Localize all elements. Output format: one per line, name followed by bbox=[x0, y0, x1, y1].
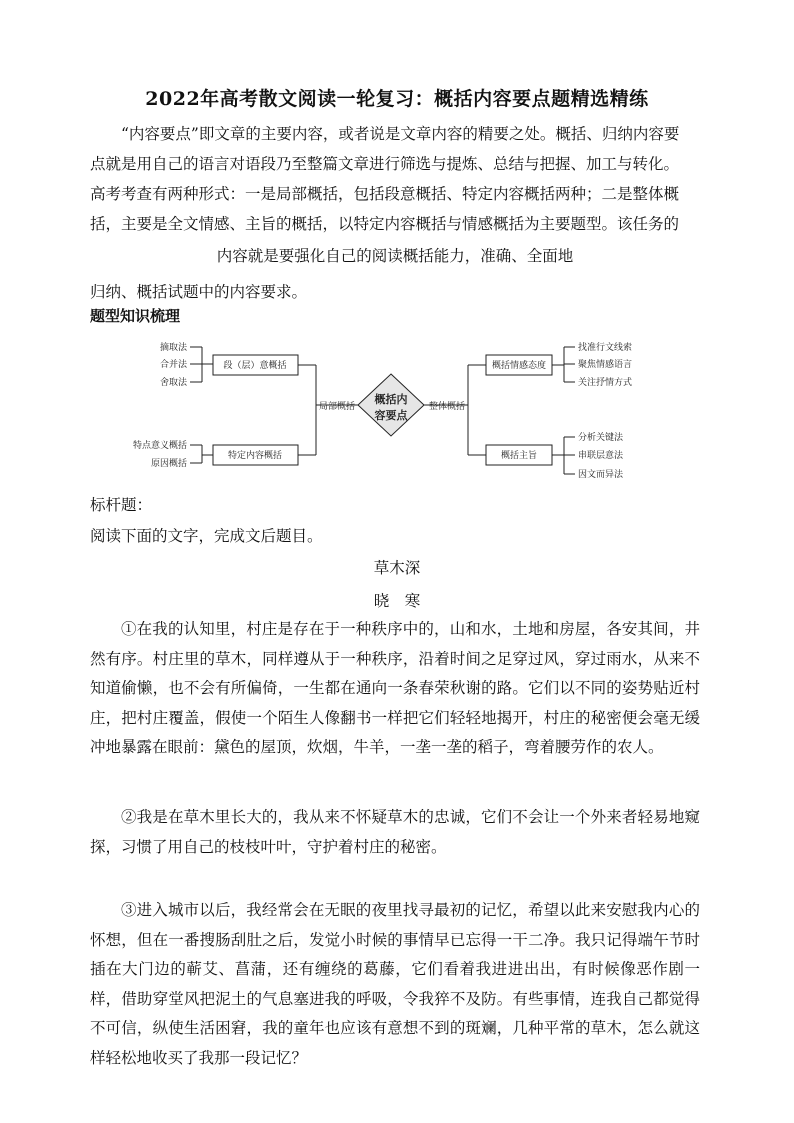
intro-line-3: 高考考查有两种形式：一是局部概括，包括段意概括、特定内容概括两种；二是整体概 bbox=[90, 185, 680, 203]
branch-label-right: 整体概括 bbox=[428, 402, 466, 412]
method-label: 因文而异法 bbox=[578, 470, 624, 480]
intro-line-2: 点就是用自己的语言对语段乃至整篇文章进行筛选与提炼、总结与把握、加工与转化。 bbox=[90, 155, 680, 173]
intro-line-6: 归纳、概括试题中的内容要求。 bbox=[90, 283, 308, 301]
node-label: 特定内容概括 bbox=[227, 451, 283, 461]
center-label-line1: 概括内 bbox=[374, 393, 408, 406]
node-label: 概括主旨 bbox=[500, 451, 538, 461]
method-label: 特点意义概括 bbox=[132, 441, 187, 451]
method-label: 串联层意法 bbox=[578, 451, 624, 461]
method-label: 聚焦情感语言 bbox=[578, 360, 633, 370]
document-title: 2022年高考散文阅读一轮复习：概括内容要点题精选精练 bbox=[145, 88, 649, 110]
node-label: 段（层）意概括 bbox=[223, 361, 287, 371]
method-label: 找准行文线索 bbox=[578, 343, 633, 353]
intro-line-5: 内容就是要强化自己的阅读概括能力，准确、全面地 bbox=[216, 247, 574, 265]
method-label: 摘取法 bbox=[159, 343, 187, 353]
intro-line-4: 括，主要是全文情感、主旨的概括，以特定内容概括与情感概括为主要题型。该任务的 bbox=[90, 215, 680, 233]
node-label: 概括情感态度 bbox=[491, 361, 547, 371]
method-label: 原因概括 bbox=[150, 459, 187, 469]
benchmark-label: 标杆题： bbox=[90, 496, 153, 514]
reading-instruction: 阅读下面的文字，完成文后题目。 bbox=[90, 527, 323, 545]
intro-line-1: “内容要点”即文章的主要内容，或者说是文章内容的精要之处。概括、归纳内容要 bbox=[121, 125, 680, 143]
essay-paragraph-3: ③进入城市以后，我经常会在无眠的夜里找寻最初的记忆，希望以此来安慰我内心的怀想，但在一番搜肠刮肚之后，发觉小时候的事情早已忘得一干二净。我只记得端午节时插在大门边的蕲艾、菖蒲，还有缠绕的葛藤，它们看着我进进出出，有时候像恶作剧一样，借助穿堂风把泥土的气息塞进我的呼吸，令我猝不及防。有些事情，连我自己都觉得不可信，纵使生活困窘，我的童年也应该有意想不到的斑斓，几种平常的草木，怎么就这样轻松地收买了我那一段记忆？ bbox=[90, 901, 700, 1067]
method-label: 分析关键法 bbox=[578, 433, 624, 443]
essay-paragraph-1: ①在我的认知里，村庄是存在于一种秩序中的，山和水，土地和房屋，各安其间，井然有序。村庄里的草木，同样遵从于一种秩序，沿着时间之足穿过风，穿过雨水，从来不知道偷懒，也不会有所偏倚，一生都在通向一条春荣秋谢的路。它们以不同的姿势贴近村庄，把村庄覆盖，假使一个陌生人像翻书一样把它们轻轻地揭开，村庄的秘密便会毫无缓冲地暴露在眼前：黛色的屋顶，炊烟，牛羊，一垄一垄的稻子，弯着腰劳作的农人。 bbox=[90, 620, 700, 756]
essay-author: 晓 寒 bbox=[373, 592, 421, 610]
essay-paragraph-2: ②我是在草木里长大的，我从来不怀疑草木的忠诚，它们不会让一个外来者轻易地窥探，习惯了用自己的枝枝叶叶，守护着村庄的秘密。 bbox=[90, 808, 700, 856]
knowledge-diagram bbox=[0, 333, 794, 483]
method-label: 舍取法 bbox=[159, 378, 187, 388]
center-label-line2: 容要点 bbox=[374, 409, 408, 422]
method-label: 合并法 bbox=[159, 360, 187, 370]
method-label: 关注抒情方式 bbox=[578, 378, 633, 388]
section-heading: 题型知识梳理 bbox=[90, 307, 181, 325]
branch-label-left: 局部概括 bbox=[318, 402, 356, 412]
essay-title: 草木深 bbox=[373, 559, 421, 577]
